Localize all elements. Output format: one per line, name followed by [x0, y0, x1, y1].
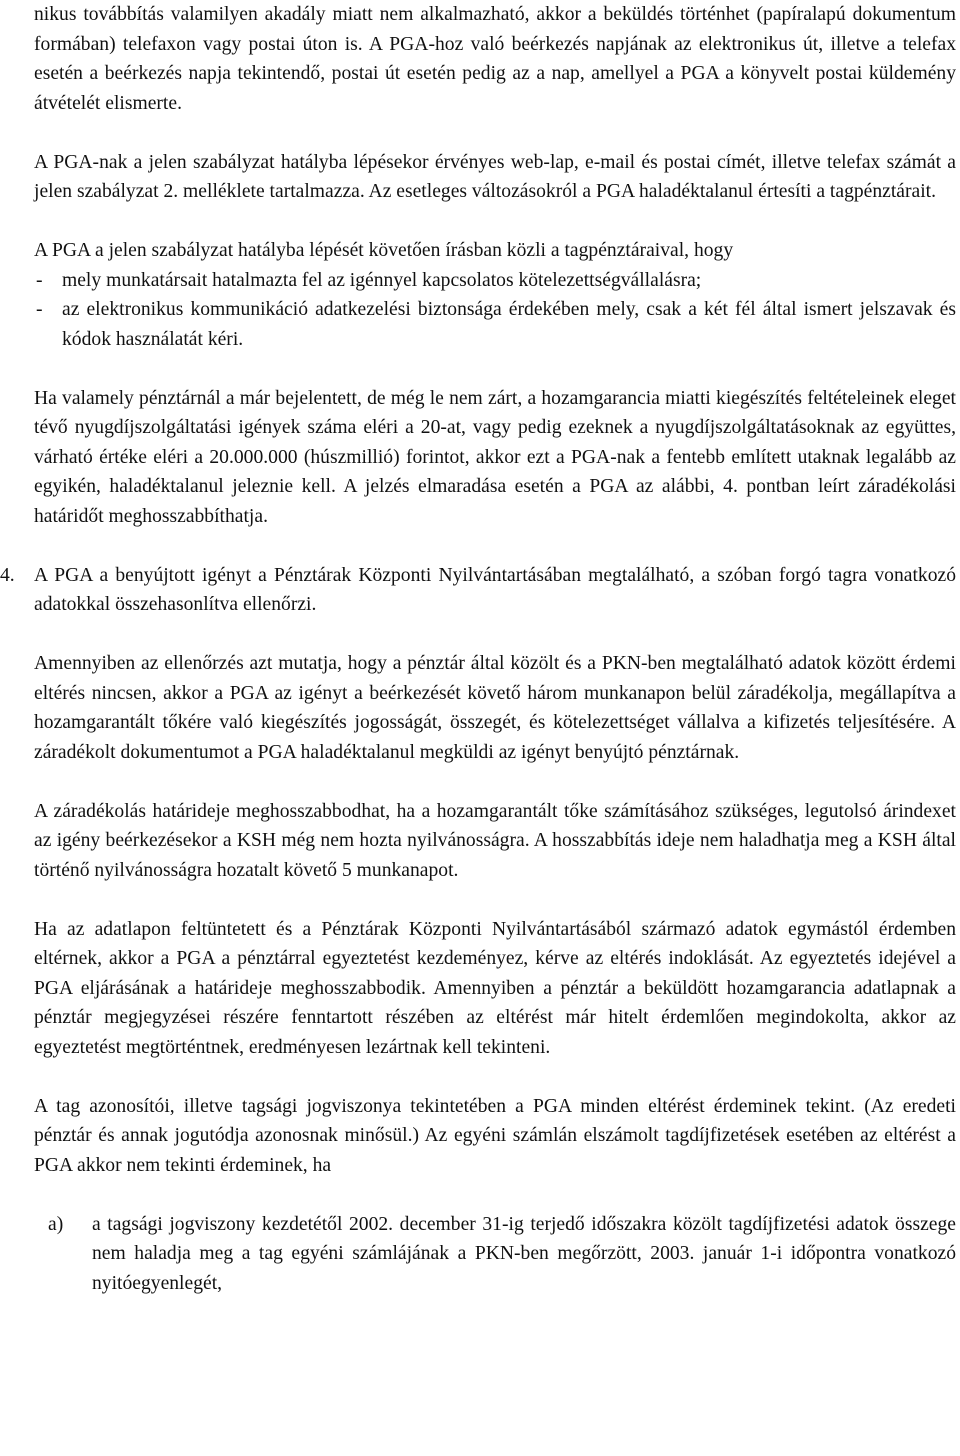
paragraph-gap [34, 885, 956, 915]
paragraph-gap [34, 354, 956, 384]
section-4-text: A PGA a benyújtott igényt a Pénztárak Központi Nyilvántartásában megtalálható, a szóban forgó tagra vonatkozó adatokkal összehasonlítva ellenőrzi. [34, 564, 956, 615]
list-marker: - [36, 269, 43, 291]
list-item [34, 295, 956, 354]
section-number: 4. [0, 564, 15, 586]
list-item [48, 1210, 956, 1299]
section-4 [0, 561, 956, 620]
paragraph-gap [34, 767, 956, 797]
paragraph-gap [34, 1180, 956, 1210]
paragraph-threshold-signal: Ha valamely pénztárnál a már bejelentett, de még le nem zárt, a hozamgarancia miatti kiegészítés feltételeinek eleget tévő nyugdíjszolgáltatási igények száma eléri a 20-at, vagy pedig ezeknek a nyugdíjszolgáltatásoknak az együttes, várható értéke eléri a 20.000.000 (húszmillió) forintot, akkor ezt a PGA-nak a fentebb említett utaknak legalább az egyikén, haladéktalanul jeleznie kell. A jelzés elmaradása esetén a PGA az alábbi, 4. pontban leírt záradékolási határidőt meghosszabbíthatja. [34, 387, 956, 527]
paragraph-gap [34, 620, 956, 650]
paragraph-gap [34, 1062, 956, 1092]
list-marker: a) [48, 1213, 64, 1235]
list-item-text: a tagsági jogviszony kezdetétől 2002. december 31-ig terjedő időszakra közölt tagdíjfizetési adatok összege nem haladja meg a tag egyéni számlájának a PKN-ben megőrzött, 2003. január 1-i időpontra vonatkozó nyitóegyenlegét, [92, 1213, 956, 1294]
paragraph-gap [34, 531, 956, 561]
paragraph-clause-approval: Amennyiben az ellenőrzés azt mutatja, hogy a pénztár által közölt és a PKN-ben megtalálható adatok között érdemi eltérés nincsen, akkor a PGA az igényt a beérkezését követő három munkanapon belül záradékolja, megállapítva a hozamgarantált tőkére való kiegészítés jogosságát, összegét, és kötelezettséget vállalva a kifizetés teljesítésére. A záradékolt dokumentumot a PGA haladéktalanul megküldi az igényt benyújtó pénztárnak. [34, 653, 956, 763]
list-marker: - [36, 299, 43, 320]
paragraph-member-identifiers: A tag azonosítói, illetve tagsági jogviszonya tekintetében a PGA minden eltérést érdeminek tekint. (Az eredeti pénztár és annak jogutódja azonosnak minősül.) Az egyéni számlán elszámolt tagdíjfizetések esetében az eltérést a PGA akkor nem tekinti érdeminek, ha [34, 1095, 956, 1176]
notification-list [34, 266, 956, 355]
paragraph-gap [34, 118, 956, 148]
list-item-text: mely munkatársait hatalmazta fel az igénnyel kapcsolatos kötelezettségvállalásra; [62, 269, 702, 291]
paragraph-notification-intro: A PGA a jelen szabályzat hatályba lépését követően írásban közli a tagpénztáraival, hogy [34, 240, 734, 261]
list-item [34, 266, 956, 296]
list-item-text: az elektronikus kommunikáció adatkezelési biztonsága érdekében mely, csak a két fél által ismert jelszavak és kódok használatát kéri. [62, 299, 956, 350]
paragraph-gap [34, 207, 956, 237]
paragraph-data-discrepancy: Ha az adatlapon feltüntetett és a Pénztárak Központi Nyilvántartásából származó adatok egymástól érdemben eltérnek, akkor a PGA a pénztárral egyeztetést kezdeményez, kérve az eltérés indoklását. Az egyeztetés idejével a PGA eljárásának a határideje meghosszabbodik. Amennyiben a pénztár a beküldött hozamgarancia adatlapnak a pénztár megjegyzései részére fenntartott részében az eltérést már hitelt érdemlően megindokolta, akkor az egyeztetést megtörténtnek, eredményesen lezártnak kell tekinteni. [34, 918, 956, 1058]
condition-list [34, 1210, 956, 1299]
paragraph-deadline-extension: A záradékolás határideje meghosszabbodhat, ha a hozamgarantált tőke számításához szükséges, legutolsó árindexet az igény beérkezésekor a KSH még nem hozta nyilvánosságra. A hosszabbítás ideje nem haladhatja meg a KSH által történő nyilvánosságra hozatalt követő 5 munkanapot. [34, 800, 956, 881]
paragraph-pga-contact: A PGA-nak a jelen szabályzat hatályba lépésekor érvényes web-lap, e-mail és postai címét, illetve telefax számát a jelen szabályzat 2. melléklete tartalmazza. Az esetleges változásokról a PGA haladéktalanul értesíti a tagpénztárait. [34, 151, 956, 202]
paragraph-submission-method: nikus továbbítás valamilyen akadály miatt nem alkalmazható, akkor a beküldés történhet (papíralapú dokumentum formában) telefaxon vagy postai úton is. A PGA-hoz való beérkezés napjának az elektronikus út, illetve a telefax esetén a beérkezés napja tekintendő, postai út esetén pedig az a nap, amellyel a PGA a könyvelt postai küldemény átvételét elismerte. [34, 4, 956, 114]
